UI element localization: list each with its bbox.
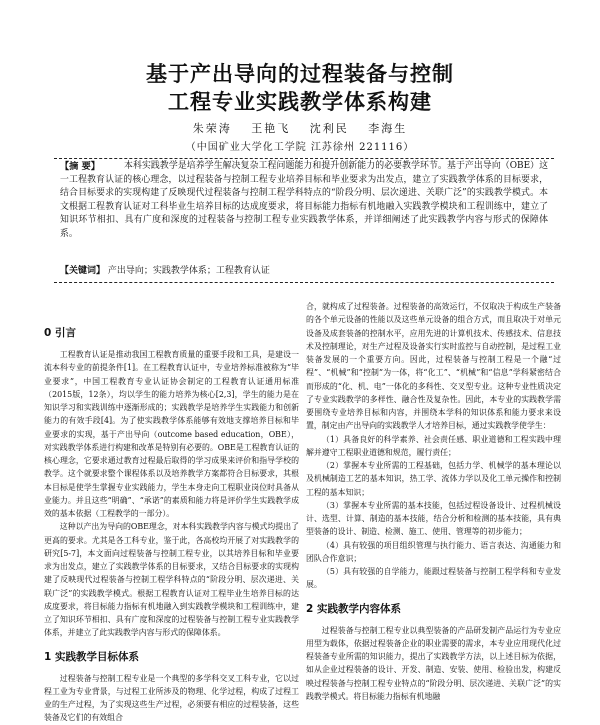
- intro-paragraph-2: 这种以产出为导向的OBE理念，对本科实践教学内容与模式均提出了更高的要求。尤其是各工科专业，鉴于此，各高校均开展了对实践教学的研究[5-7]，本文面向过程装备与控制工程专业，以其培养目标和毕业要求为出发点，建立了实践教学体系的目标要求，又结合目标要求的实现构建了反映现代过程装备与控制工程学科特点的“阶段分明、层次递进、关联广泛”的实践教学模式。根据工程教育认证对工程毕业生培养目标的达成度要求，将目标能力指标有机地融入到实践教学模块和工程训练中，建立了知识环节相扣、具有广度和深度的过程装备与控制工程专业实践教学体系，并建立了此实践教学内容与形式的保障体系。: [44, 522, 299, 638]
- section-0-heading: 0 引言: [44, 327, 76, 339]
- goal-item-5: （5）具有较强的自学能力，能跟过程装备与控制工程学科和专业发展。: [306, 567, 561, 590]
- paper-title-line-2: 工程专业实践教学体系构建: [168, 90, 432, 114]
- keywords-text: 产出导向；实践教学体系；工程教育认证: [107, 266, 270, 276]
- section-1-heading: 1 实践教学目标体系: [44, 650, 139, 663]
- keywords-label: 【关键词】: [60, 266, 106, 276]
- section-1-paragraph: 过程装备与控制工程专业是一个典型的多学科交叉工科专业，它以过程工业为专业背景，与过程工业所涉及的物理、化学过程，构成了过程工业的生产过程，为了实现这些生产过程，必须要有相应的过程装备，这些装备及它们的有效组合: [44, 673, 299, 723]
- intro-paragraph-1: 工程教育认证是推动我国工程教育质量的重要手段和工具，是建设一流本科专业的前提条件[1]。在工程教育认证中，专业培养标准被称为“毕业要求”，中国工程教育专业认证协会制定的工程教育认证通用标准（2015版，12条），均以学生的能力培养为核心[2,3]，学生的能力是在知识学习和实践训练中逐渐形成的；实践教学是培养学生实践能力和创新能力的有效手段[4]。为了使实践教学体系能够有效地支撑培养目标和毕业要求的实现，基于产出导向（outcome based education，OBE），对实践教学体系进行构建和改革是特别有必要的。OBE是工程教育认证的核心理念，它要求通过教育过程最后取得的学习成果来评价和指导学校的教学。这个就要求整个课程体系以及培养教学方案都符合目标要求，其根本目标是使学生掌握专业实践能力，学生本身走向工程职业岗位时具备从业能力。并且这些“明确”、“承诺”的素质和能力将是评价学生实践教学成效的基本依据（工程教学的一部分）。: [44, 350, 299, 518]
- right-column: [306, 300, 561, 703]
- goal-item-2: （2）掌握本专业所需的工程基础，包括力学、机械学的基本理论以及机械制造工艺的基本知识，热工学、流体力学以及化工单元操作和控制工程的基本知识；: [306, 461, 561, 497]
- abstract-box: [54, 158, 554, 286]
- abstract-bottom-rule: [54, 282, 554, 283]
- abstract-label: 【摘 要】: [60, 161, 100, 172]
- authors: 朱荣涛 王艳飞 沈利民 李海生: [192, 122, 408, 135]
- section-1-continued: 合，就构成了过程装备。过程装备的高效运行，不仅取决于构成生产装备的各个单元设备的性能以及这些单元设备的组合方式，而且取决于对单元设备及成套装备的控制水平，应用先进的计算机技术、传感技术、信息技术及控制理论，对生产过程及设备实行实时监控与自动控制，是过程工业装备发展的一个重要方向。因此，过程装备与控制工程是一个融“过程”、“机械”和“控制”为一体，将“化工”、“机械”和“信息”学科紧密结合而形成的“化、机、电”一体化的多科性、交叉型专业。这种专业性质决定了专业实践教学的多样性、融合性及复杂性。因此，本专业的实践教学需要围绕专业培养目标和内容，并围绕本学科的知识体系和能力要求来设置，制定由产出导向的实践教学人才培养目标，通过实践教学使学生：: [306, 302, 561, 431]
- affiliation: （中国矿业大学化工学院 江苏徐州 221116）: [185, 142, 415, 153]
- goal-item-4: （4）具有较强的项目组织管理与执行能力、语言表达、沟通能力和团队合作意识；: [306, 540, 561, 563]
- paper-title-line-1: 基于产出导向的过程装备与控制: [146, 62, 454, 86]
- abstract-text: 本科实践教学是培养学生解决复杂工程问题能力和提升创新能力的必要教学环节。基于产出导向（OBE）这一工程教育认证的核心理念，以过程装备与控制工程专业培养目标和毕业要求为出发点，建立了实践教学体系的目标要求，结合目标要求的实现构建了反映现代过程装备与控制工程学科特点的“阶段分明、层次递进、关联广泛”的实践教学模式。本文根据工程教育认证对工科毕业生培养目标的达成度要求，将目标能力指标有机地融入实践教学模块和工程训练中，建立了知识环节相扣、具有广度和深度的过程装备与控制工程专业实践教学体系，并详细阐述了此实践教学内容与形式的保障体系。: [60, 161, 548, 239]
- keywords-row: [60, 263, 270, 276]
- section-2-heading: 2 实践教学内容体系: [306, 602, 401, 615]
- goal-item-3: （3）掌握本专业所需的基本技能，包括过程设备设计、过程机械设计、选型、计算、制造的基本技能，结合分析和检测的基本技能，具有典型装备的设计、制造、检测、施工、使用、管理等的初步能力；: [306, 500, 561, 537]
- left-column: [44, 300, 299, 725]
- abstract-top-rule: [54, 158, 554, 159]
- goal-item-1: （1）具备良好的科学素养、社会责任感、职业道德和工程实践中理解并遵守工程职业道德和规范，履行责任；: [306, 434, 561, 457]
- section-2-paragraph: 过程装备与控制工程专业以典型装备的产品研发制产品运行为专业应用型为载体，依据过程装备企业的职业需要的需求，本专业应用现代化过程装备专业所需的知识能力，提出了实践教学方法，以上述目标为依据，如从企业过程装备的设计、开发、制造、安装、使用、检验出发，构建反映过程装备与控制工程专业特点的“阶段分明、层次递进、关联广泛”的实践教学模式。将目标能力指标有机地融: [306, 625, 561, 701]
